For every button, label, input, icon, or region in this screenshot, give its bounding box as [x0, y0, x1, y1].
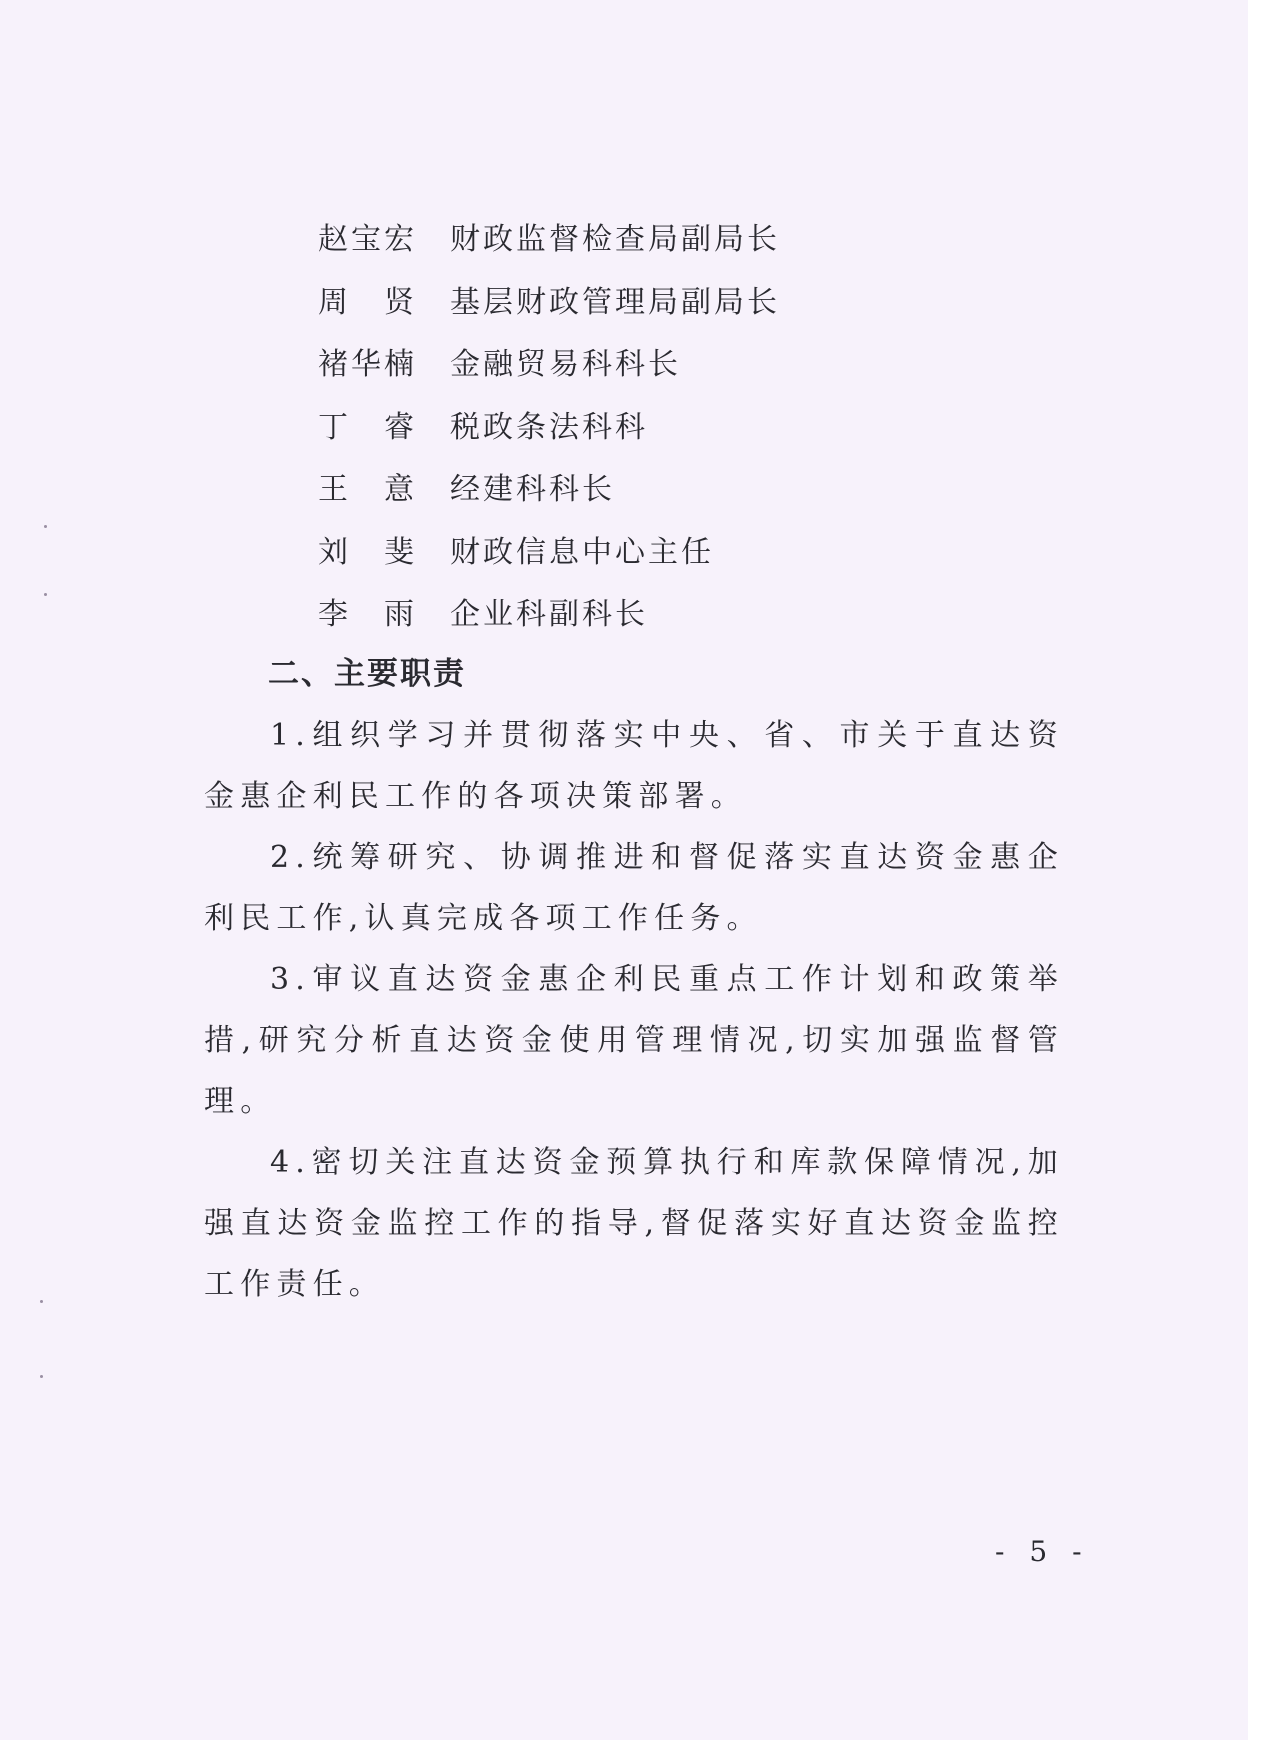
member-row [318, 580, 780, 643]
section-heading: 二、主要职责 [268, 656, 466, 692]
duty-paragraph: 2.统筹研究、协调推进和督促落实直达资金惠企利民工作,认真完成各项工作任务。 [204, 840, 1064, 936]
member-title: 企业科副科长 [450, 597, 648, 633]
member-name-char: 贤 [384, 284, 414, 320]
duty-paragraph: 1.组织学习并贯彻落实中央、省、市关于直达资金惠企利民工作的各项决策部署。 [204, 718, 1064, 814]
member-row [318, 205, 780, 268]
member-title: 财政监督检查局副局长 [450, 222, 780, 258]
member-name-char: 雨 [384, 597, 414, 633]
member-row [318, 518, 780, 581]
member-name-char: 意 [384, 472, 414, 508]
member-name [318, 527, 450, 571]
scan-edge-bottom [0, 1740, 1275, 1753]
member-title: 财政信息中心主任 [450, 534, 714, 570]
member-name-char: 周 [318, 284, 348, 320]
member-name-char: 丁 [318, 409, 348, 445]
member-row [318, 268, 780, 331]
scan-edge-right [1248, 0, 1275, 1753]
duty-paragraph: 3.审议直达资金惠企利民重点工作计划和政策举措,研究分析直达资金使用管理情况,切实加强监督管理。 [204, 962, 1064, 1119]
member-name-char: 王 [318, 472, 348, 508]
member-name-char: 刘 [318, 534, 348, 570]
member-row [318, 455, 780, 518]
member-row [318, 330, 780, 393]
member-title: 税政条法科科 [450, 409, 648, 445]
page-number: - 5 - [995, 1535, 1090, 1568]
member-name [318, 589, 450, 633]
member-name [318, 402, 450, 446]
member-title: 经建科科长 [450, 472, 615, 508]
member-name [318, 277, 450, 321]
member-title: 金融贸易科科长 [450, 347, 681, 383]
member-name: 赵宝宏 [318, 222, 417, 258]
duty-list [204, 705, 1064, 1315]
member-name [318, 464, 450, 508]
member-title: 基层财政管理局副局长 [450, 284, 780, 320]
member-name: 褚华楠 [318, 347, 417, 383]
member-name-char: 睿 [384, 409, 414, 445]
scan-speck [44, 525, 47, 528]
scan-speck [44, 593, 47, 596]
scan-speck [40, 1300, 43, 1303]
member-list [318, 205, 780, 643]
member-name-char: 李 [318, 597, 348, 633]
member-row [318, 393, 780, 456]
scan-speck [40, 1375, 43, 1378]
duty-paragraph: 4.密切关注直达资金预算执行和库款保障情况,加强直达资金监控工作的指导,督促落实好直达资金监控工作责任。 [204, 1145, 1064, 1302]
member-name-char: 斐 [384, 534, 414, 570]
